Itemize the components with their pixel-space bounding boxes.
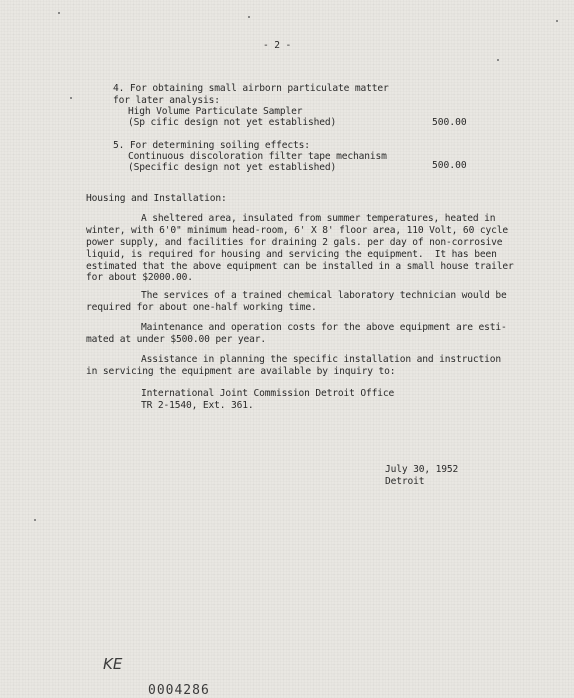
paragraph-3-line-2: mated at under $500.00 per year.	[86, 334, 267, 345]
scan-speck	[497, 59, 499, 61]
scan-speck	[70, 97, 72, 99]
paragraph-1-line-3: power supply, and facilities for draining 2 gals. per day of non-corrosive	[86, 237, 503, 248]
paragraph-1-line-4: liquid, is required for housing and servicing the equipment. It has been	[86, 249, 497, 260]
scan-speck	[58, 12, 60, 14]
scan-speck	[248, 16, 250, 18]
item-4-line-4: (Sp cific design not yet established)	[128, 117, 337, 128]
item-5-amount: 500.00	[432, 160, 467, 171]
scan-speck	[556, 20, 558, 22]
item-4-line-2: for later analysis:	[113, 95, 220, 106]
contact-office: International Joint Commission Detroit Office	[141, 388, 395, 399]
paragraph-1-line-2: winter, with 6'0" minimum head-room, 6' X 8' floor area, 110 Volt, 60 cycle	[86, 225, 508, 236]
paragraph-2-line-2: required for about one-half working time.	[86, 302, 317, 313]
section-heading: Housing and Installation:	[86, 193, 227, 204]
paragraph-1-line-6: for about $2000.00.	[86, 272, 193, 283]
item-5-line-3: (Specific design not yet established)	[128, 162, 337, 173]
paragraph-1-line-1: A sheltered area, insulated from summer temperatures, heated in	[141, 213, 496, 224]
paragraph-3-line-1: Maintenance and operation costs for the above equipment are esti-	[141, 322, 507, 333]
paragraph-1-line-5: estimated that the above equipment can be installed in a small house trailer	[86, 261, 514, 272]
scan-speck	[34, 519, 36, 521]
item-5-line-2: Continuous discoloration filter tape mechanism	[128, 151, 387, 162]
contact-phone: TR 2-1540, Ext. 361.	[141, 400, 254, 411]
paragraph-2-line-1: The services of a trained chemical laboratory technician would be	[141, 290, 507, 301]
paragraph-4-line-2: in servicing the equipment are available by inquiry to:	[86, 366, 396, 377]
page-number: - 2 -	[263, 40, 292, 51]
item-4-amount: 500.00	[432, 117, 467, 128]
handwritten-initials: KE	[103, 655, 123, 673]
stamp-number: 0004286	[148, 683, 210, 698]
paragraph-4-line-1: Assistance in planning the specific installation and instruction	[141, 354, 502, 365]
item-5-line-1: 5. For determining soiling effects:	[113, 140, 310, 151]
item-4-line-3: High Volume Particulate Sampler	[128, 106, 303, 117]
document-date: July 30, 1952	[385, 464, 459, 475]
item-4-line-1: 4. For obtaining small airborn particulate matter	[113, 83, 389, 94]
document-place: Detroit	[385, 476, 425, 487]
